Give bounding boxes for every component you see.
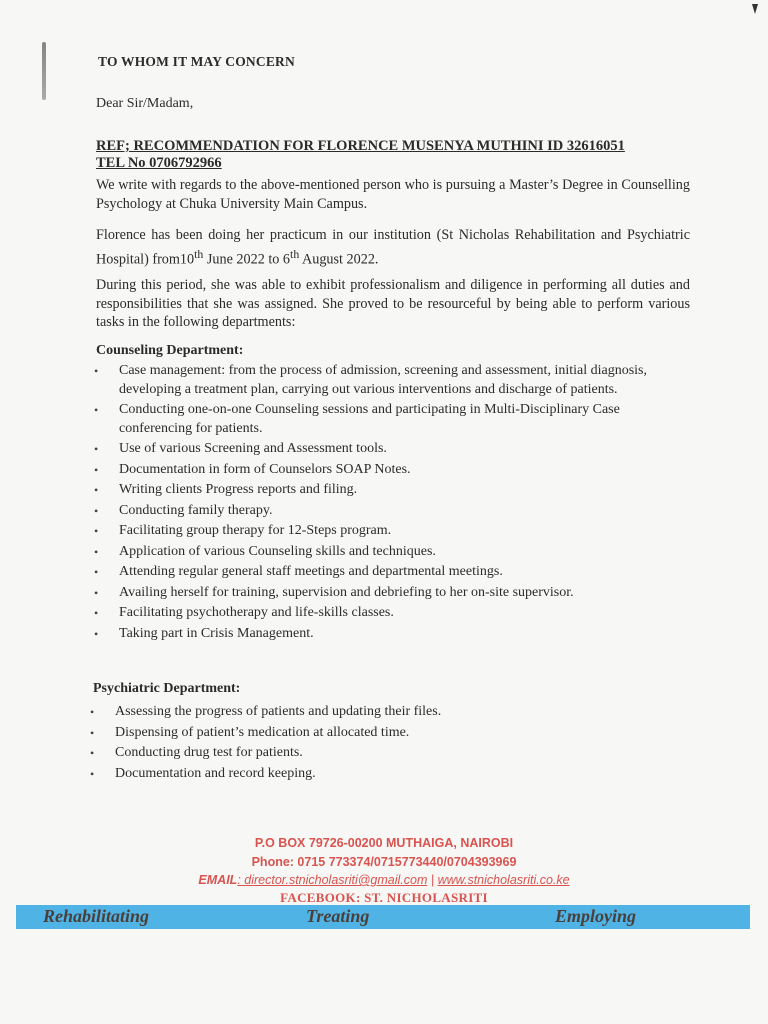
letter-heading: TO WHOM IT MAY CONCERN: [98, 54, 295, 69]
corner-mark: [752, 4, 758, 14]
list-item: • Facilitating group therapy for 12-Steps program.: [92, 522, 690, 541]
paragraph-practicum: [96, 226, 690, 269]
footer-website-link[interactable]: www.stnicholasriti.co.ke: [437, 873, 570, 887]
list-item: • Documentation and record keeping.: [88, 765, 688, 784]
list-item: • Conducting drug test for patients.: [88, 744, 688, 763]
tagline-treating: Treating: [306, 906, 370, 926]
tagline-rehabilitating: Rehabilitating: [43, 906, 150, 926]
tagline-employing: Employing: [555, 906, 637, 926]
list-item: • Attending regular general staff meetings and departmental meetings.: [92, 563, 690, 582]
practicum-sup-2: th: [290, 246, 300, 261]
counseling-department-title: Counseling Department:: [96, 343, 244, 358]
list-item: • Conducting family therapy.: [92, 502, 690, 521]
footer-phone: Phone: 0715 773374/0715773440/0704393969: [251, 855, 517, 869]
footer-address: P.O BOX 79726-00200 MUTHAIGA, NAIROBI: [254, 836, 514, 850]
list-item: • Documentation in form of Counselors SOAP Notes.: [92, 461, 690, 480]
paragraph-intro: We write with regards to the above-mentioned person who is pursuing a Master’s Degree in Counselling Psychology at Chuka University Main Campus.: [96, 177, 690, 212]
list-item: • Writing clients Progress reports and filing.: [92, 481, 690, 500]
footer-separator: |: [427, 873, 438, 887]
psychiatric-department-title: Psychiatric Department:: [93, 681, 241, 696]
margin-binding-mark: [42, 42, 46, 100]
paragraph-performance: During this period, she was able to exhibit professionalism and diligence in performing all duties and responsibilities that she was assigned. She proved to be resourceful by being able to perform various tasks in the following departments:: [96, 277, 690, 330]
list-item: • Facilitating psychotherapy and life-skills classes.: [92, 604, 690, 623]
practicum-text-mid: June 2022 to 6: [203, 251, 291, 268]
list-item: • Application of various Counseling skills and techniques.: [92, 543, 690, 562]
practicum-text-pre: Florence has been doing her practicum in our institution (St Nicholas Rehabilitation and Psychiatric Hospital) from10: [96, 227, 690, 268]
tagline-band: [16, 905, 750, 929]
footer-facebook: FACEBOOK: ST. NICHOLASRITI: [280, 890, 488, 905]
practicum-sup-1: th: [194, 246, 204, 261]
footer-email-label: EMAIL: [198, 873, 238, 887]
list-item: • Case management: from the process of admission, screening and assessment, initial diagnosis, developing a treatment plan, carrying out various interventions and discharge of patients.: [92, 362, 690, 399]
salutation: Dear Sir/Madam,: [96, 96, 194, 111]
footer-email-link[interactable]: : director.stnicholasriti@gmail.com: [237, 873, 428, 887]
counseling-duties-list: [92, 362, 690, 645]
list-item: • Dispensing of patient’s medication at allocated time.: [88, 724, 688, 743]
list-item: • Taking part in Crisis Management.: [92, 625, 690, 644]
list-item: • Use of various Screening and Assessment tools.: [92, 440, 690, 459]
practicum-text-post: August 2022.: [299, 251, 379, 268]
reference-line: [96, 138, 696, 172]
psychiatric-duties-list: [88, 703, 688, 785]
list-item: • Assessing the progress of patients and updating their files.: [88, 703, 688, 722]
reference-line-2: TEL No 0706792966: [96, 155, 222, 171]
list-item: • Conducting one-on-one Counseling sessions and participating in Multi-Disciplinary Case conferencing for patients.: [92, 401, 690, 438]
reference-line-1: REF; RECOMMENDATION FOR FLORENCE MUSENYA MUTHINI ID 32616051: [96, 138, 625, 154]
footer-contact: [0, 873, 768, 887]
list-item: • Availing herself for training, supervision and debriefing to her on-site supervisor.: [92, 584, 690, 603]
